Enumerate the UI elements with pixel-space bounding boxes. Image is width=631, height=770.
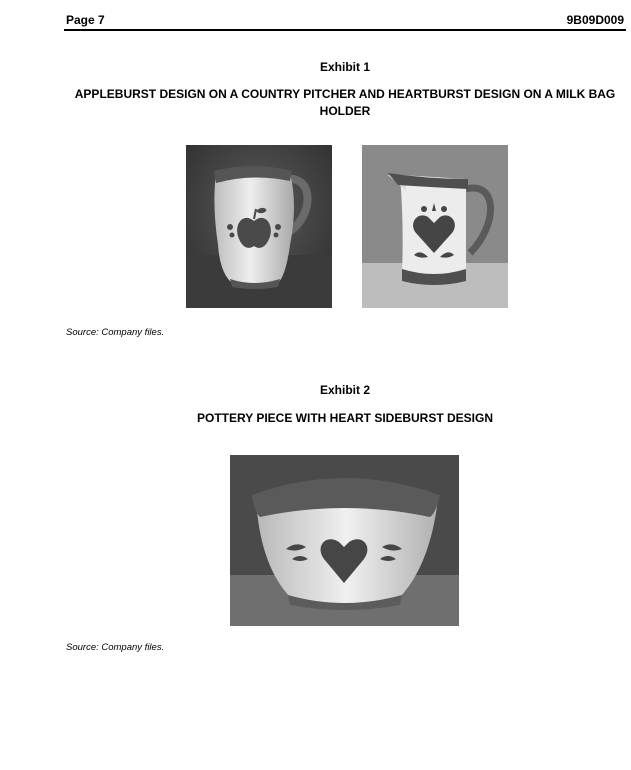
page-header — [64, 13, 626, 31]
appleburst-pitcher-photo — [186, 145, 332, 308]
exhibit-1-title: Exhibit 1 — [319, 60, 370, 74]
page-number: Page 7 — [66, 13, 105, 27]
heartburst-milk-bag-holder-photo — [362, 145, 508, 308]
document-code: 9B09D009 — [566, 13, 624, 27]
exhibit-1-source: Source: Company files. — [66, 327, 165, 338]
exhibit-1-caption: APPLEBURST DESIGN ON A COUNTRY PITCHER AND HEARTBURST DESIGN ON A MILK BAG HOLDER — [74, 87, 616, 118]
exhibit-2-title: Exhibit 2 — [319, 383, 370, 397]
heart-sideburst-bowl-photo — [230, 455, 459, 626]
exhibit-2-caption: POTTERY PIECE WITH HEART SIDEBURST DESIGN — [196, 411, 494, 425]
exhibit-2-source: Source: Company files. — [66, 642, 165, 653]
